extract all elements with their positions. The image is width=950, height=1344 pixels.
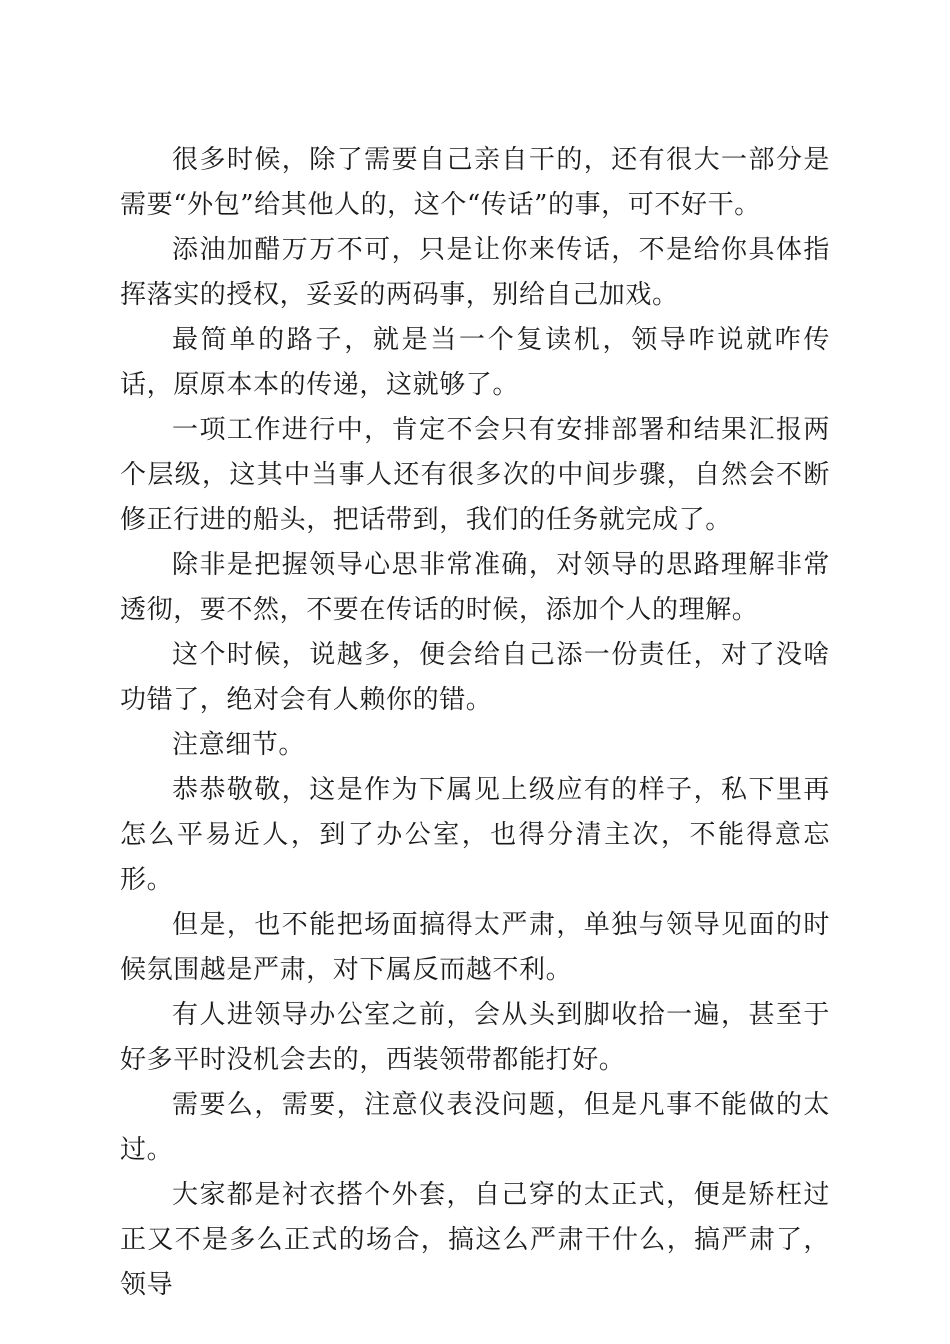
paragraph: 一项工作进行中，肯定不会只有安排部署和结果汇报两个层级，这其中当事人还有很多次的中间步骤，自然会不断修正行进的船头，把话带到，我们的任务就完成了。 xyxy=(120,415,830,535)
paragraph: 大家都是衬衣搭个外套，自己穿的太正式，便是矫枉过正又不是多么正式的场合，搞这么严肃干什么，搞严肃了，领导 xyxy=(120,1180,830,1300)
paragraph: 但是，也不能把场面搞得太严肃，单独与领导见面的时候氛围越是严肃，对下属反而越不利。 xyxy=(120,910,830,985)
paragraph: 恭恭敬敬，这是作为下属见上级应有的样子，私下里再怎么平易近人，到了办公室，也得分清主次，不能得意忘形。 xyxy=(120,775,830,895)
document-body xyxy=(120,138,830,1308)
paragraph: 很多时候，除了需要自己亲自干的，还有很大一部分是需要“外包”给其他人的，这个“传话”的事，可不好干。 xyxy=(120,145,830,220)
paragraph: 这个时候，说越多，便会给自己添一份责任，对了没啥功错了，绝对会有人赖你的错。 xyxy=(120,640,830,715)
paragraph: 最简单的路子，就是当一个复读机，领导咋说就咋传话，原原本本的传递，这就够了。 xyxy=(120,325,830,400)
paragraph: 需要么，需要，注意仪表没问题，但是凡事不能做的太过。 xyxy=(120,1090,830,1165)
paragraph: 有人进领导办公室之前，会从头到脚收拾一遍，甚至于好多平时没机会去的，西装领带都能打好。 xyxy=(120,1000,830,1075)
paragraph: 注意细节。 xyxy=(172,730,306,760)
paragraph: 添油加醋万万不可，只是让你来传话，不是给你具体指挥落实的授权，妥妥的两码事，别给自己加戏。 xyxy=(120,235,830,310)
paragraph: 除非是把握领导心思非常准确，对领导的思路理解非常透彻，要不然，不要在传话的时候，添加个人的理解。 xyxy=(120,550,830,625)
